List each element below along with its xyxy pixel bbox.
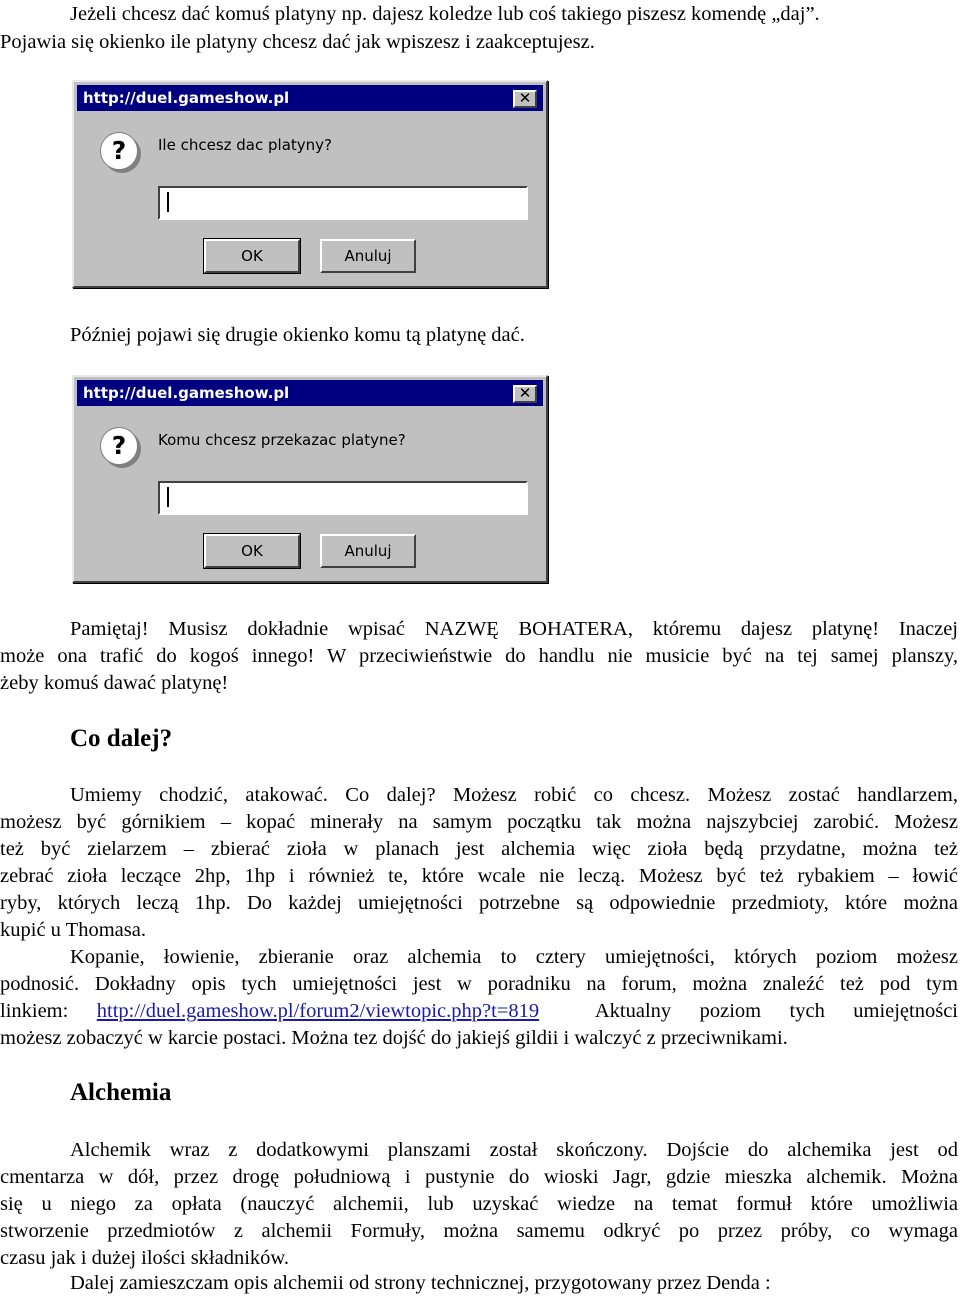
dialog-titlebar — [77, 85, 543, 111]
paragraph-line: Alchemik wraz z dodatkowymi planszami został skończony. Dojście do alchemika jest od — [70, 1139, 958, 1161]
dialog-prompt: Komu chcesz przekazac platyne? — [158, 431, 406, 449]
paragraph-line: stworzenie przedmiotów z alchemii Formuły, można samemu odkryć po przez próby, co wymaga — [0, 1220, 958, 1242]
dialog-title: http://duel.gameshow.pl — [83, 89, 290, 107]
close-icon: ✕ — [518, 89, 532, 107]
text-caret — [167, 192, 169, 212]
link-suffix: Aktualny poziom tych umiejętności — [539, 1000, 959, 1022]
paragraph-line: podnosić. Dokładny opis tych umiejętności jest w poradniku na forum, można znaleźć też pod tym — [0, 973, 958, 995]
dialog-title: http://duel.gameshow.pl — [83, 384, 290, 402]
question-icon: ? — [100, 132, 138, 170]
paragraph-line-with-link — [0, 998, 958, 1025]
remember-line-2: może ona trafić do kogoś innego! W przeciwieństwie do handlu nie musicie być na tej samej planszy, — [0, 645, 958, 667]
text-caret — [167, 487, 169, 507]
prompt-dialog-amount — [72, 80, 548, 288]
section-heading-co-dalej: Co dalej? — [70, 725, 173, 752]
ok-button[interactable]: OK — [204, 239, 300, 273]
paragraph-line: Kopanie, łowienie, zbieranie oraz alchemia to cztery umiejętności, których poziom możesz — [70, 946, 958, 968]
paragraph-line: Umiemy chodzić, atakować. Co dalej? Możesz robić co chcesz. Możesz zostać handlarzem, — [70, 784, 958, 806]
prompt-dialog-recipient — [72, 375, 548, 583]
close-button[interactable] — [513, 90, 537, 108]
paragraph-line: cmentarza w dół, przez drogę południową i pustynie do wioski Jagr, gdzie mieszka alchemik. Można — [0, 1166, 958, 1188]
paragraph-line: też być zielarzem – zbierać zioła w planach jest alchemia więc zioła będą przydatne, można też — [0, 838, 958, 860]
intro-line-1: Jeżeli chcesz dać komuś platyny np. dajesz koledze lub coś takiego piszesz komendę „daj”. — [70, 3, 820, 25]
paragraph-line: kupić u Thomasa. — [0, 919, 146, 941]
cancel-button[interactable]: Anuluj — [320, 239, 416, 273]
cancel-button[interactable]: Anuluj — [320, 534, 416, 568]
close-icon: ✕ — [518, 384, 532, 402]
question-icon: ? — [100, 427, 138, 465]
link-prefix: linkiem: — [0, 1000, 97, 1022]
forum-link[interactable]: http://duel.gameshow.pl/forum2/viewtopic.php?t=819 — [96, 1000, 540, 1022]
paragraph-line: Dalej zamieszczam opis alchemii od strony technicznej, przygotowany przez Denda : — [70, 1272, 771, 1294]
remember-line-1: Pamiętaj! Musisz dokładnie wpisać NAZWĘ BOHATERA, któremu dajesz platynę! Inaczej — [70, 618, 958, 640]
paragraph-line: ryby, których leczą 1hp. Do każdej umiejętności potrzebne są odpowiednie przedmioty, które można — [0, 892, 958, 914]
paragraph-line: możesz zobaczyć w karcie postaci. Można tez dojść do jakiejś gildii i walczyć z przeciwnikami. — [0, 1027, 788, 1049]
intro-line-2: Pojawia się okienko ile platyny chcesz dać jak wpiszesz i zaakceptujesz. — [0, 31, 595, 53]
remember-line-3: żeby komuś dawać platynę! — [0, 672, 229, 694]
paragraph-line: czasu jak i dużej ilości składników. — [0, 1247, 290, 1269]
dialog-prompt: Ile chcesz dac platyny? — [158, 136, 332, 154]
amount-input[interactable] — [158, 186, 528, 220]
section-heading-alchemia: Alchemia — [70, 1079, 172, 1106]
paragraph-line: możesz być górnikiem – kopać minerały na samym początku tak można najszybciej zarobić. Możesz — [0, 811, 958, 833]
between-text: Później pojawi się drugie okienko komu tą platynę dać. — [70, 324, 525, 346]
recipient-input[interactable] — [158, 481, 528, 515]
close-button[interactable] — [513, 385, 537, 403]
dialog-titlebar — [77, 380, 543, 406]
ok-button[interactable]: OK — [204, 534, 300, 568]
paragraph-line: się u niego za opłata (nauczyć alchemii, lub uzyskać wiedze na temat formuł które umożliwia — [0, 1193, 958, 1215]
paragraph-line: zebrać zioła leczące 2hp, 1hp i również te, które wcale nie leczą. Możesz być też rybakiem – łowić — [0, 865, 958, 887]
